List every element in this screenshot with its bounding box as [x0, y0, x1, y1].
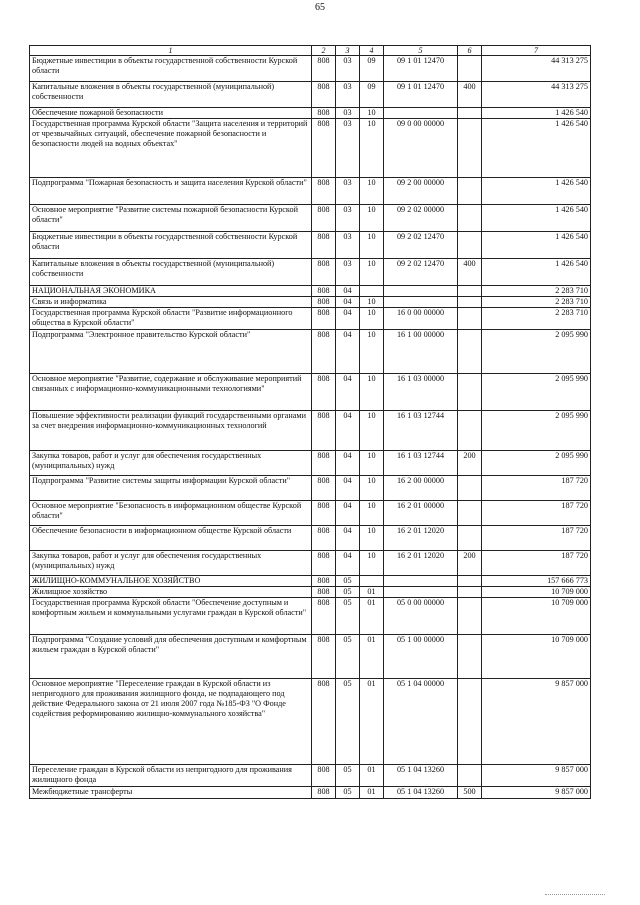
table-row: [30, 178, 591, 205]
row-code-cell-6: [458, 765, 482, 787]
row-amount-cell: 2 283 710: [482, 308, 591, 330]
row-code-cell-6: [458, 308, 482, 330]
row-amount-cell: 9 857 000: [482, 787, 591, 799]
row-code-cell-4: 01: [360, 787, 384, 799]
row-code-cell-4: 10: [360, 297, 384, 308]
row-code-cell-6: 200: [458, 451, 482, 476]
row-code-cell-4: 10: [360, 476, 384, 501]
row-code-cell-2: 808: [312, 82, 336, 108]
row-name-cell: Подпрограмма "Создание условий для обеспечения доступным и комфортным жильем граждан в Курской области": [30, 635, 312, 679]
table-row: [30, 108, 591, 119]
row-amount-cell: 2 095 990: [482, 411, 591, 451]
header-col-2: 2: [312, 46, 336, 56]
row-name-cell: Переселение граждан в Курской области из непригодного для проживания жилищного фонда: [30, 765, 312, 787]
row-code-cell-4: 10: [360, 119, 384, 178]
row-code-cell-2: 808: [312, 374, 336, 411]
row-code-cell-2: 808: [312, 286, 336, 297]
row-name-cell: Основное мероприятие "Безопасность в информационном обществе Курской области": [30, 501, 312, 526]
row-code-cell-6: [458, 205, 482, 232]
row-amount-cell: 10 709 000: [482, 587, 591, 598]
row-name-cell: Капитальные вложения в объекты государственной (муниципальной) собственности: [30, 259, 312, 286]
table-row: [30, 119, 591, 178]
header-col-7: 7: [482, 46, 591, 56]
row-code-cell-3: 03: [336, 259, 360, 286]
table-row: [30, 451, 591, 476]
row-code-cell-6: [458, 232, 482, 259]
row-code-cell-2: 808: [312, 330, 336, 374]
row-code-cell-4: 09: [360, 82, 384, 108]
row-name-cell: Государственная программа Курской области "Обеспечение доступным и комфортным жильем и коммунальными услугами граждан в Курской области": [30, 598, 312, 635]
row-code-cell-6: [458, 526, 482, 551]
table-row: [30, 411, 591, 451]
row-code-cell-3: 03: [336, 108, 360, 119]
table-row: [30, 232, 591, 259]
row-code-cell-2: 808: [312, 526, 336, 551]
table-row: [30, 476, 591, 501]
row-code-cell-5: 16 2 00 00000: [384, 476, 458, 501]
row-amount-cell: 2 283 710: [482, 286, 591, 297]
row-code-cell-2: 808: [312, 787, 336, 799]
row-code-cell-6: [458, 411, 482, 451]
table-row: [30, 765, 591, 787]
row-code-cell-6: [458, 587, 482, 598]
row-code-cell-4: 09: [360, 56, 384, 82]
row-code-cell-4: 10: [360, 374, 384, 411]
row-amount-cell: 187 720: [482, 551, 591, 576]
table-row: [30, 259, 591, 286]
row-name-cell: Государственная программа Курской области "Защита населения и территорий от чрезвычайных ситуаций, обеспечение пожарной безопасности и безопасности людей на водных объектах": [30, 119, 312, 178]
row-code-cell-3: 04: [336, 286, 360, 297]
row-code-cell-3: 03: [336, 82, 360, 108]
row-code-cell-6: [458, 598, 482, 635]
row-code-cell-6: [458, 576, 482, 587]
row-code-cell-5: 16 2 01 00000: [384, 501, 458, 526]
row-code-cell-4: 10: [360, 205, 384, 232]
row-name-cell: Государственная программа Курской области "Развитие информационного общества в Курской области": [30, 308, 312, 330]
row-code-cell-4: 10: [360, 451, 384, 476]
row-code-cell-6: 400: [458, 259, 482, 286]
table-row: [30, 501, 591, 526]
header-col-6: 6: [458, 46, 482, 56]
table-row: [30, 308, 591, 330]
row-name-cell: Основное мероприятие "Развитие системы пожарной безопасности Курской области": [30, 205, 312, 232]
row-code-cell-6: [458, 635, 482, 679]
row-code-cell-5: 05 1 04 00000: [384, 679, 458, 765]
row-code-cell-2: 808: [312, 451, 336, 476]
row-code-cell-2: 808: [312, 576, 336, 587]
table-row: [30, 551, 591, 576]
row-code-cell-4: 01: [360, 587, 384, 598]
row-name-cell: НАЦИОНАЛЬНАЯ ЭКОНОМИКА: [30, 286, 312, 297]
row-amount-cell: 44 313 275: [482, 56, 591, 82]
table-row: [30, 82, 591, 108]
row-code-cell-5: 09 2 02 12470: [384, 232, 458, 259]
row-code-cell-2: 808: [312, 297, 336, 308]
table-row: [30, 635, 591, 679]
row-name-cell: Связь и информатика: [30, 297, 312, 308]
row-name-cell: Бюджетные инвестиции в объекты государственной собственности Курской области: [30, 232, 312, 259]
row-code-cell-5: 16 2 01 12020: [384, 551, 458, 576]
row-code-cell-3: 04: [336, 308, 360, 330]
row-code-cell-6: [458, 178, 482, 205]
row-code-cell-4: 10: [360, 526, 384, 551]
row-code-cell-3: 05: [336, 765, 360, 787]
row-code-cell-2: 808: [312, 679, 336, 765]
row-name-cell: Закупка товаров, работ и услуг для обеспечения государственных (муниципальных) нужд: [30, 451, 312, 476]
budget-table: [29, 45, 591, 799]
row-code-cell-4: 01: [360, 679, 384, 765]
row-code-cell-3: 04: [336, 501, 360, 526]
row-code-cell-3: 04: [336, 411, 360, 451]
row-code-cell-2: 808: [312, 551, 336, 576]
table-row: [30, 526, 591, 551]
row-code-cell-3: 05: [336, 598, 360, 635]
table-row: [30, 205, 591, 232]
table-row: [30, 297, 591, 308]
table-row: [30, 330, 591, 374]
row-code-cell-5: [384, 108, 458, 119]
row-amount-cell: 44 313 275: [482, 82, 591, 108]
row-amount-cell: 2 095 990: [482, 330, 591, 374]
row-code-cell-4: 10: [360, 411, 384, 451]
row-code-cell-6: [458, 374, 482, 411]
row-code-cell-2: 808: [312, 259, 336, 286]
row-code-cell-5: 09 1 01 12470: [384, 82, 458, 108]
row-code-cell-6: [458, 476, 482, 501]
row-code-cell-5: 16 0 00 00000: [384, 308, 458, 330]
row-code-cell-4: 10: [360, 330, 384, 374]
row-code-cell-5: 16 1 00 00000: [384, 330, 458, 374]
row-code-cell-3: 05: [336, 787, 360, 799]
table-row: [30, 587, 591, 598]
row-code-cell-5: [384, 587, 458, 598]
row-code-cell-3: 03: [336, 178, 360, 205]
row-code-cell-4: 10: [360, 308, 384, 330]
row-code-cell-3: 04: [336, 551, 360, 576]
row-amount-cell: 1 426 540: [482, 119, 591, 178]
row-code-cell-3: 03: [336, 56, 360, 82]
row-amount-cell: 187 720: [482, 476, 591, 501]
row-code-cell-2: 808: [312, 501, 336, 526]
header-col-5: 5: [384, 46, 458, 56]
row-code-cell-2: 808: [312, 108, 336, 119]
row-code-cell-3: 04: [336, 374, 360, 411]
row-code-cell-6: [458, 297, 482, 308]
row-code-cell-4: [360, 576, 384, 587]
row-code-cell-6: [458, 679, 482, 765]
row-name-cell: Основное мероприятие "Переселение граждан в Курской области из непригодного для проживания жилищного фонда, не подпадающего под действие Федерального закона от 21 июля 2007 года №185-ФЗ "О Фонде содействия реформированию жилищно-коммунального хозяйства": [30, 679, 312, 765]
row-name-cell: Подпрограмма "Электронное правительство Курской области": [30, 330, 312, 374]
row-code-cell-6: [458, 330, 482, 374]
row-code-cell-5: 16 2 01 12020: [384, 526, 458, 551]
row-code-cell-5: 09 0 00 00000: [384, 119, 458, 178]
row-code-cell-2: 808: [312, 178, 336, 205]
row-amount-cell: 187 720: [482, 526, 591, 551]
row-code-cell-5: 16 1 03 00000: [384, 374, 458, 411]
table-body: [30, 56, 591, 799]
row-code-cell-5: 16 1 03 12744: [384, 411, 458, 451]
row-code-cell-6: [458, 286, 482, 297]
row-code-cell-3: 04: [336, 330, 360, 374]
row-code-cell-5: 16 1 03 12744: [384, 451, 458, 476]
row-name-cell: Основное мероприятие "Развитие, содержание и обслуживание мероприятий связанных с информационно-коммуникационными технологиями": [30, 374, 312, 411]
row-code-cell-4: 01: [360, 598, 384, 635]
row-code-cell-6: [458, 119, 482, 178]
row-code-cell-5: 09 2 02 00000: [384, 205, 458, 232]
row-name-cell: Закупка товаров, работ и услуг для обеспечения государственных (муниципальных) нужд: [30, 551, 312, 576]
row-code-cell-3: 03: [336, 205, 360, 232]
row-code-cell-5: 05 1 04 13260: [384, 787, 458, 799]
table-row: [30, 787, 591, 799]
row-code-cell-4: 01: [360, 635, 384, 679]
row-name-cell: ЖИЛИЩНО-КОММУНАЛЬНОЕ ХОЗЯЙСТВО: [30, 576, 312, 587]
row-code-cell-2: 808: [312, 119, 336, 178]
row-amount-cell: 1 426 540: [482, 259, 591, 286]
row-code-cell-4: [360, 286, 384, 297]
row-code-cell-5: 09 2 00 00000: [384, 178, 458, 205]
table-row: [30, 374, 591, 411]
row-name-cell: Жилищное хозяйство: [30, 587, 312, 598]
row-code-cell-3: 05: [336, 635, 360, 679]
row-code-cell-5: [384, 576, 458, 587]
page-number: 65: [315, 2, 325, 13]
row-amount-cell: 10 709 000: [482, 598, 591, 635]
row-name-cell: Межбюджетные трансферты: [30, 787, 312, 799]
row-code-cell-4: 10: [360, 259, 384, 286]
row-code-cell-2: 808: [312, 635, 336, 679]
row-amount-cell: 1 426 540: [482, 205, 591, 232]
row-code-cell-6: 500: [458, 787, 482, 799]
row-code-cell-3: 04: [336, 526, 360, 551]
row-amount-cell: 157 666 773: [482, 576, 591, 587]
row-code-cell-5: [384, 297, 458, 308]
row-amount-cell: 2 095 990: [482, 374, 591, 411]
row-name-cell: Обеспечение безопасности в информационном обществе Курской области: [30, 526, 312, 551]
row-code-cell-5: 05 1 00 00000: [384, 635, 458, 679]
row-code-cell-4: 10: [360, 232, 384, 259]
row-amount-cell: 2 095 990: [482, 451, 591, 476]
row-code-cell-2: 808: [312, 205, 336, 232]
header-row: [30, 46, 591, 56]
row-code-cell-4: 01: [360, 765, 384, 787]
row-code-cell-5: 05 1 04 13260: [384, 765, 458, 787]
table-row: [30, 576, 591, 587]
row-name-cell: Обеспечение пожарной безопасности: [30, 108, 312, 119]
row-amount-cell: 1 426 540: [482, 108, 591, 119]
header-col-3: 3: [336, 46, 360, 56]
row-code-cell-3: 04: [336, 451, 360, 476]
row-code-cell-2: 808: [312, 598, 336, 635]
row-code-cell-2: 808: [312, 411, 336, 451]
table-header: [30, 46, 591, 56]
row-name-cell: Подпрограмма "Развитие системы защиты информации Курской области": [30, 476, 312, 501]
row-code-cell-4: 10: [360, 501, 384, 526]
row-code-cell-2: 808: [312, 476, 336, 501]
margin-marks: [545, 894, 605, 897]
row-name-cell: Бюджетные инвестиции в объекты государственной собственности Курской области: [30, 56, 312, 82]
row-code-cell-5: 09 1 01 12470: [384, 56, 458, 82]
row-code-cell-3: 04: [336, 476, 360, 501]
row-amount-cell: 1 426 540: [482, 178, 591, 205]
row-name-cell: Подпрограмма "Пожарная безопасность и защита населения Курской области": [30, 178, 312, 205]
row-code-cell-3: 05: [336, 576, 360, 587]
row-code-cell-3: 05: [336, 587, 360, 598]
row-amount-cell: 187 720: [482, 501, 591, 526]
row-code-cell-4: 10: [360, 178, 384, 205]
row-code-cell-5: 05 0 00 00000: [384, 598, 458, 635]
header-col-1: 1: [30, 46, 312, 56]
row-code-cell-4: 10: [360, 551, 384, 576]
row-code-cell-6: [458, 501, 482, 526]
row-code-cell-4: 10: [360, 108, 384, 119]
row-amount-cell: 1 426 540: [482, 232, 591, 259]
table-row: [30, 598, 591, 635]
row-code-cell-2: 808: [312, 308, 336, 330]
row-amount-cell: 9 857 000: [482, 679, 591, 765]
row-name-cell: Повышение эффективности реализации функций государственными органами за счет внедрения информационно-коммуникационных технологий: [30, 411, 312, 451]
row-code-cell-2: 808: [312, 56, 336, 82]
header-col-4: 4: [360, 46, 384, 56]
row-code-cell-5: [384, 286, 458, 297]
row-name-cell: Капитальные вложения в объекты государственной (муниципальной) собственности: [30, 82, 312, 108]
row-code-cell-5: 09 2 02 12470: [384, 259, 458, 286]
row-code-cell-6: 400: [458, 82, 482, 108]
row-code-cell-6: [458, 56, 482, 82]
row-code-cell-2: 808: [312, 765, 336, 787]
row-code-cell-2: 808: [312, 232, 336, 259]
row-amount-cell: 10 709 000: [482, 635, 591, 679]
row-code-cell-2: 808: [312, 587, 336, 598]
table-row: [30, 286, 591, 297]
row-code-cell-3: 04: [336, 297, 360, 308]
row-code-cell-3: 05: [336, 679, 360, 765]
table-row: [30, 679, 591, 765]
row-code-cell-3: 03: [336, 232, 360, 259]
row-code-cell-3: 03: [336, 119, 360, 178]
row-amount-cell: 9 857 000: [482, 765, 591, 787]
table-row: [30, 56, 591, 82]
row-code-cell-6: [458, 108, 482, 119]
row-amount-cell: 2 283 710: [482, 297, 591, 308]
row-code-cell-6: 200: [458, 551, 482, 576]
